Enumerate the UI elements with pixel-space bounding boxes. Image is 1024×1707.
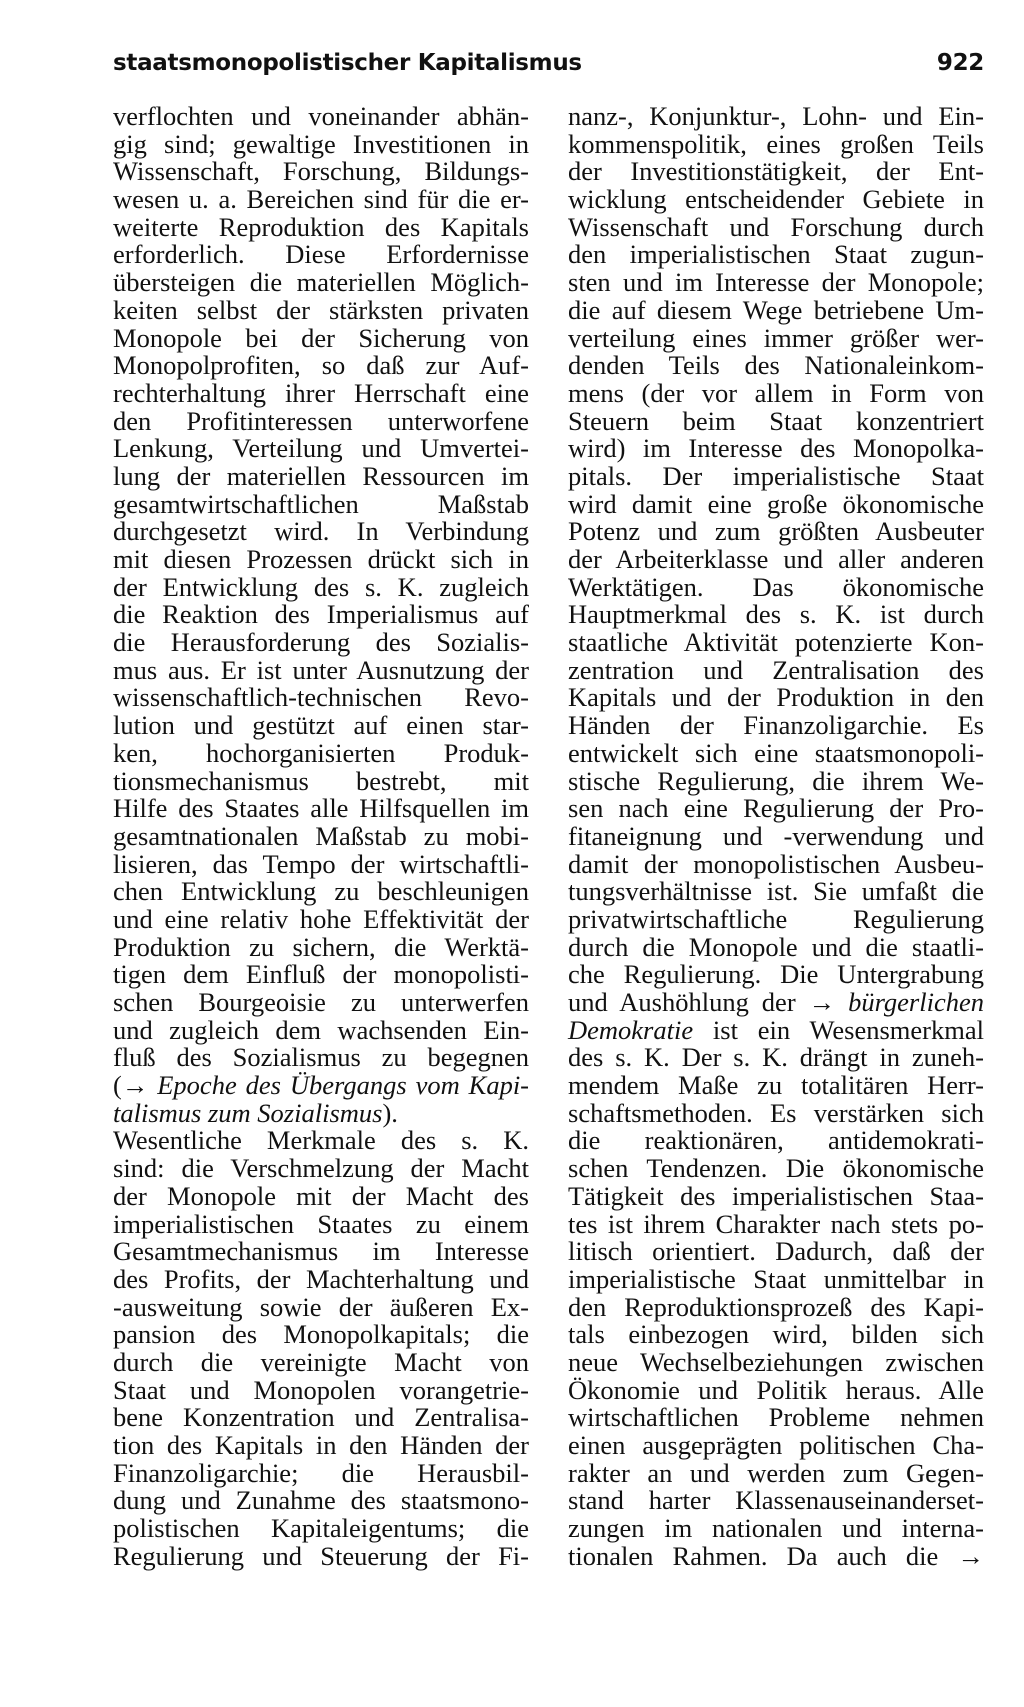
text-line	[568, 1263, 984, 1294]
text-line	[568, 1432, 984, 1460]
text-line	[568, 211, 984, 242]
text-line	[568, 241, 984, 269]
italic-cross-reference: talismus zum Sozialismus	[113, 1097, 383, 1128]
text-segment: wirtschaftlichen Probleme nehmen	[568, 1402, 984, 1433]
text-line	[113, 211, 529, 242]
text-line	[113, 1321, 529, 1349]
text-segment: pitals. Der imperialistische Staat	[568, 460, 984, 491]
text-line	[568, 1097, 984, 1128]
text-line	[568, 377, 984, 408]
text-segment: lisieren, das Tempo der wirtschaftli-	[113, 848, 529, 879]
text-column-left	[113, 103, 529, 1570]
text-segment: schen Tendenzen. Die ökonomische	[568, 1153, 984, 1184]
text-line	[568, 546, 984, 574]
text-segment: pansion des Monopolkapitals; die	[113, 1319, 529, 1350]
text-segment: lung der materiellen Ressourcen im	[113, 460, 529, 491]
text-line	[568, 571, 984, 602]
text-line	[113, 629, 529, 657]
text-segment: ken, hochorganisierten Produk-	[113, 737, 529, 768]
text-line	[568, 848, 984, 879]
text-segment: sten und im Interesse der Monopole;	[568, 267, 984, 298]
text-segment: erforderlich. Diese Erfordernisse	[113, 239, 529, 270]
text-segment: einen ausgeprägten politischen Cha-	[568, 1430, 984, 1460]
text-segment: Staat und Monopolen vorangetrie-	[113, 1374, 529, 1405]
text-line	[568, 654, 984, 685]
text-segment: (→	[113, 1070, 158, 1101]
text-segment: litisch orientiert. Dadurch, daß der	[568, 1236, 984, 1267]
text-segment: die Reaktion des Imperialismus auf	[113, 599, 529, 630]
text-segment: staatliche Aktivität potenzierte Kon-	[568, 627, 984, 658]
text-line	[113, 1263, 529, 1294]
text-segment: Kapitals und der Produktion in den	[568, 682, 984, 713]
page-number: 922	[936, 50, 984, 76]
text-segment: mens (der vor allem in Form von	[568, 377, 984, 408]
text-segment: durch die vereinigte Macht von	[113, 1346, 529, 1377]
text-segment: durch die Monopole und die staatli-	[568, 931, 984, 962]
text-line	[113, 1487, 529, 1515]
text-line	[113, 405, 529, 436]
text-line	[568, 795, 984, 823]
text-line	[568, 518, 984, 546]
text-segment: Steuern beim Staat konzentriert	[568, 405, 984, 436]
text-segment: zungen im nationalen und interna-	[568, 1513, 984, 1544]
text-segment: denden Teils des Nationaleinkom-	[568, 350, 984, 381]
text-line	[113, 1374, 529, 1405]
text-segment: wesen u. a. Bereichen sind für die er-	[113, 184, 529, 215]
text-line	[568, 961, 984, 989]
text-line	[568, 737, 984, 768]
text-segment: sen nach eine Regulierung der Pro-	[568, 793, 984, 824]
text-segment: durchgesetzt wird. In Verbindung	[113, 516, 529, 547]
text-segment: polistischen Kapitaleigentums; die	[113, 1513, 529, 1544]
text-segment: Tätigkeit des imperialistischen Staa-	[568, 1180, 984, 1211]
text-segment: Potenz und zum größten Ausbeuter	[568, 516, 984, 547]
text-line	[113, 1127, 529, 1155]
text-segment: Produktion zu sichern, die Werktä-	[113, 931, 529, 962]
text-line	[113, 765, 529, 796]
text-line	[113, 737, 529, 768]
text-line	[113, 795, 529, 823]
text-line	[113, 460, 529, 491]
text-line	[568, 1180, 984, 1211]
text-segment: tungsverhältnisse ist. Sie umfaßt die	[568, 876, 984, 907]
text-segment: weiterte Reproduktion des Kapitals	[113, 211, 529, 242]
text-segment: privatwirtschaftliche Regulierung	[568, 903, 984, 934]
text-line	[568, 931, 984, 962]
text-line	[568, 158, 984, 186]
text-segment: mendem Maße zu totalitären Herr-	[568, 1070, 984, 1101]
text-segment: dung und Zunahme des staatsmono-	[113, 1485, 529, 1516]
text-segment: Wissenschaft, Forschung, Bildungs-	[113, 156, 529, 187]
text-line	[113, 518, 529, 546]
text-segment: Monopolprofiten, so daß zur Auf-	[113, 350, 529, 381]
text-segment: tes ist ihrem Charakter nach stets po-	[568, 1208, 984, 1239]
text-line	[113, 1014, 529, 1045]
text-segment: die reaktionären, antidemokrati-	[568, 1125, 984, 1156]
text-segment: imperialistische Staat unmittelbar in	[568, 1263, 984, 1294]
text-line	[113, 961, 529, 989]
text-line	[113, 1291, 529, 1322]
text-segment: wicklung entscheidender Gebiete in	[568, 184, 984, 215]
text-segment: und Aushöhlung der →	[568, 987, 849, 1017]
text-segment: übersteigen die materiellen Möglich-	[113, 267, 529, 298]
text-line	[113, 377, 529, 408]
text-line	[568, 1457, 984, 1488]
text-segment: sind: die Verschmelzung der Macht	[113, 1153, 529, 1184]
text-segment: che Regulierung. Die Untergrabung	[568, 959, 984, 990]
text-segment: keiten selbst der stärksten privaten	[113, 294, 529, 325]
text-segment: Wissenschaft und Forschung durch	[568, 211, 984, 242]
text-line	[113, 931, 529, 962]
text-line	[113, 820, 529, 851]
text-line	[113, 546, 529, 574]
text-line	[113, 294, 529, 325]
text-line	[113, 1540, 529, 1571]
text-line	[568, 1238, 984, 1266]
text-line	[568, 1044, 984, 1072]
text-segment: -ausweitung sowie der äußeren Ex-	[113, 1291, 529, 1322]
text-segment: mit diesen Prozessen drückt sich in	[113, 544, 529, 574]
text-line	[568, 684, 984, 712]
text-segment: Wesentliche Merkmale des s. K.	[113, 1125, 529, 1156]
text-segment: verflochten und voneinander abhän-	[113, 101, 529, 131]
text-segment: und zugleich dem wachsenden Ein-	[113, 1014, 529, 1045]
text-line	[113, 903, 529, 934]
text-line	[568, 128, 984, 159]
text-segment: Lenkung, Verteilung und Umvertei-	[113, 433, 529, 464]
text-segment: nanz-, Konjunktur-, Lohn- und Ein-	[568, 101, 984, 131]
text-segment: damit der monopolistischen Ausbeu-	[568, 848, 984, 879]
text-line	[113, 352, 529, 380]
text-line	[113, 601, 529, 629]
text-segment: der Investitionstätigkeit, der Ent-	[568, 156, 984, 187]
text-line	[113, 158, 529, 186]
text-segment: verteilung eines immer größer wer-	[568, 322, 984, 353]
italic-cross-reference: Demokratie	[568, 1014, 694, 1045]
text-line	[568, 1127, 984, 1155]
text-segment: schaftsmethoden. Es verstärken sich	[568, 1097, 984, 1128]
text-line	[113, 571, 529, 602]
text-line	[113, 878, 529, 906]
text-segment: Werktätigen. Das ökonomische	[568, 571, 984, 602]
text-line	[113, 1432, 529, 1460]
text-segment: Hilfe des Staates alle Hilfsquellen im	[113, 793, 529, 824]
text-line	[113, 712, 529, 740]
text-segment: Hauptmerkmal des s. K. ist durch	[568, 599, 984, 630]
text-segment: mus aus. Er ist unter Ausnutzung der	[113, 654, 529, 685]
text-segment: der Monopole mit der Macht des	[113, 1180, 529, 1211]
text-line	[568, 488, 984, 519]
text-line	[568, 1208, 984, 1239]
text-line	[113, 684, 529, 712]
text-segment: der Entwicklung des s. K. zugleich	[113, 571, 529, 602]
text-segment: ist ein Wesensmerkmal	[693, 1014, 984, 1045]
text-segment: Monopole bei der Sicherung von	[113, 322, 529, 353]
text-line	[568, 712, 984, 740]
page-header	[113, 46, 984, 86]
text-segment: wird) im Interesse des Monopolka-	[568, 433, 984, 464]
text-line	[568, 878, 984, 906]
text-segment: Ökonomie und Politik heraus. Alle	[568, 1374, 984, 1405]
text-segment: tionalen Rahmen. Da auch die →	[568, 1540, 984, 1571]
text-line	[568, 765, 984, 796]
text-segment: gesamtnationalen Maßstab zu mobi-	[113, 820, 529, 851]
text-segment: entwickelt sich eine staatsmonopoli-	[568, 737, 984, 768]
text-line	[113, 322, 529, 353]
text-line	[568, 1374, 984, 1405]
text-line	[113, 1515, 529, 1543]
text-segment: Finanzoligarchie; die Herausbil-	[113, 1457, 529, 1488]
text-line	[568, 1321, 984, 1349]
text-segment: fluß des Sozialismus zu begegnen	[113, 1042, 529, 1073]
text-line	[568, 103, 984, 131]
text-segment: den imperialistischen Staat zugun-	[568, 239, 984, 270]
text-segment: tals einbezogen wird, bilden sich	[568, 1319, 984, 1350]
text-line	[568, 820, 984, 851]
text-segment: wissenschaftlich-technischen Revo-	[113, 682, 529, 713]
text-segment: imperialistischen Staates zu einem	[113, 1208, 529, 1239]
text-line	[113, 654, 529, 685]
text-segment: schen Bourgeoisie zu unterwerfen	[113, 987, 529, 1017]
text-segment: neue Wechselbeziehungen zwischen	[568, 1346, 984, 1377]
text-line	[113, 1044, 529, 1072]
text-segment: zentration und Zentralisation des	[568, 654, 984, 685]
text-line	[568, 1155, 984, 1183]
text-segment: den Profitinteressen unterworfene	[113, 405, 529, 436]
text-line	[568, 460, 984, 491]
text-line	[568, 1487, 984, 1515]
text-segment: Händen der Finanzoligarchie. Es	[568, 710, 984, 741]
text-segment: rakter an und werden zum Gegen-	[568, 1457, 984, 1488]
text-line	[568, 294, 984, 325]
text-line	[568, 1346, 984, 1377]
italic-cross-reference: bürgerlichen	[848, 987, 984, 1017]
text-segment: Gesamtmechanismus im Interesse	[113, 1236, 529, 1267]
text-segment: des s. K. Der s. K. drängt in zuneh-	[568, 1042, 984, 1073]
text-line	[113, 1404, 529, 1432]
text-segment: gig sind; gewaltige Investitionen in	[113, 128, 529, 159]
text-line	[568, 352, 984, 380]
text-line	[568, 322, 984, 353]
text-line	[113, 1072, 529, 1100]
text-line	[568, 903, 984, 934]
text-line	[568, 629, 984, 657]
text-segment: fitaneignung und -verwendung und	[568, 820, 984, 851]
text-line	[113, 241, 529, 269]
text-line	[113, 488, 529, 519]
text-segment: den Reproduktionsprozeß des Kapi-	[568, 1291, 984, 1322]
text-line	[568, 1291, 984, 1322]
text-line	[113, 848, 529, 879]
text-line	[568, 1404, 984, 1432]
text-line	[568, 186, 984, 214]
text-segment: die auf diesem Wege betriebene Um-	[568, 294, 984, 325]
text-line	[113, 1097, 529, 1128]
text-line	[568, 1014, 984, 1045]
text-segment: und eine relativ hohe Effektivität der	[113, 903, 529, 934]
text-line	[113, 1208, 529, 1239]
text-column-right	[568, 103, 984, 1570]
running-head-title: staatsmonopolistischer Kapitalismus	[113, 50, 582, 76]
text-line	[113, 269, 529, 297]
text-segment: gesamtwirtschaftlichen Maßstab	[113, 488, 529, 519]
text-segment: der Arbeiterklasse und aller anderen	[568, 544, 984, 574]
text-line	[568, 435, 984, 463]
text-line	[113, 1180, 529, 1211]
text-line	[568, 989, 984, 1017]
text-line	[568, 1540, 984, 1571]
text-segment: chen Entwicklung zu beschleunigen	[113, 876, 529, 907]
text-line	[113, 435, 529, 463]
text-segment: tionsmechanismus bestrebt, mit	[113, 765, 529, 796]
text-line	[113, 989, 529, 1017]
text-segment: die Herausforderung des Sozialis-	[113, 627, 529, 658]
text-segment: stand harter Klassenauseinanderset-	[568, 1485, 984, 1516]
text-line	[113, 1346, 529, 1377]
italic-cross-reference: Epoche des Übergangs vom Kapi-	[157, 1070, 530, 1101]
text-segment: des Profits, der Machterhaltung und	[113, 1263, 529, 1294]
text-segment: stische Regulierung, die ihrem We-	[568, 765, 984, 796]
text-segment: wird damit eine große ökonomische	[568, 488, 984, 519]
text-line	[568, 269, 984, 297]
text-line	[113, 186, 529, 214]
text-segment: rechterhaltung ihrer Herrschaft eine	[113, 377, 529, 408]
text-segment: Regulierung und Steuerung der Fi-	[113, 1540, 529, 1571]
text-segment: tigen dem Einfluß der monopolisti-	[113, 959, 529, 990]
text-line	[568, 601, 984, 629]
text-segment: kommenspolitik, eines großen Teils	[568, 128, 984, 159]
text-line	[113, 1457, 529, 1488]
text-line	[568, 1515, 984, 1543]
text-line	[113, 103, 529, 131]
text-line	[568, 1072, 984, 1100]
text-line	[113, 1238, 529, 1266]
text-segment: lution und gestützt auf einen star-	[113, 710, 529, 741]
text-segment: bene Konzentration und Zentralisa-	[113, 1402, 529, 1433]
text-line	[113, 1155, 529, 1183]
text-line	[568, 405, 984, 436]
text-segment: tion des Kapitals in den Händen der	[113, 1430, 529, 1460]
text-line	[113, 128, 529, 159]
text-segment: ).	[382, 1097, 398, 1128]
